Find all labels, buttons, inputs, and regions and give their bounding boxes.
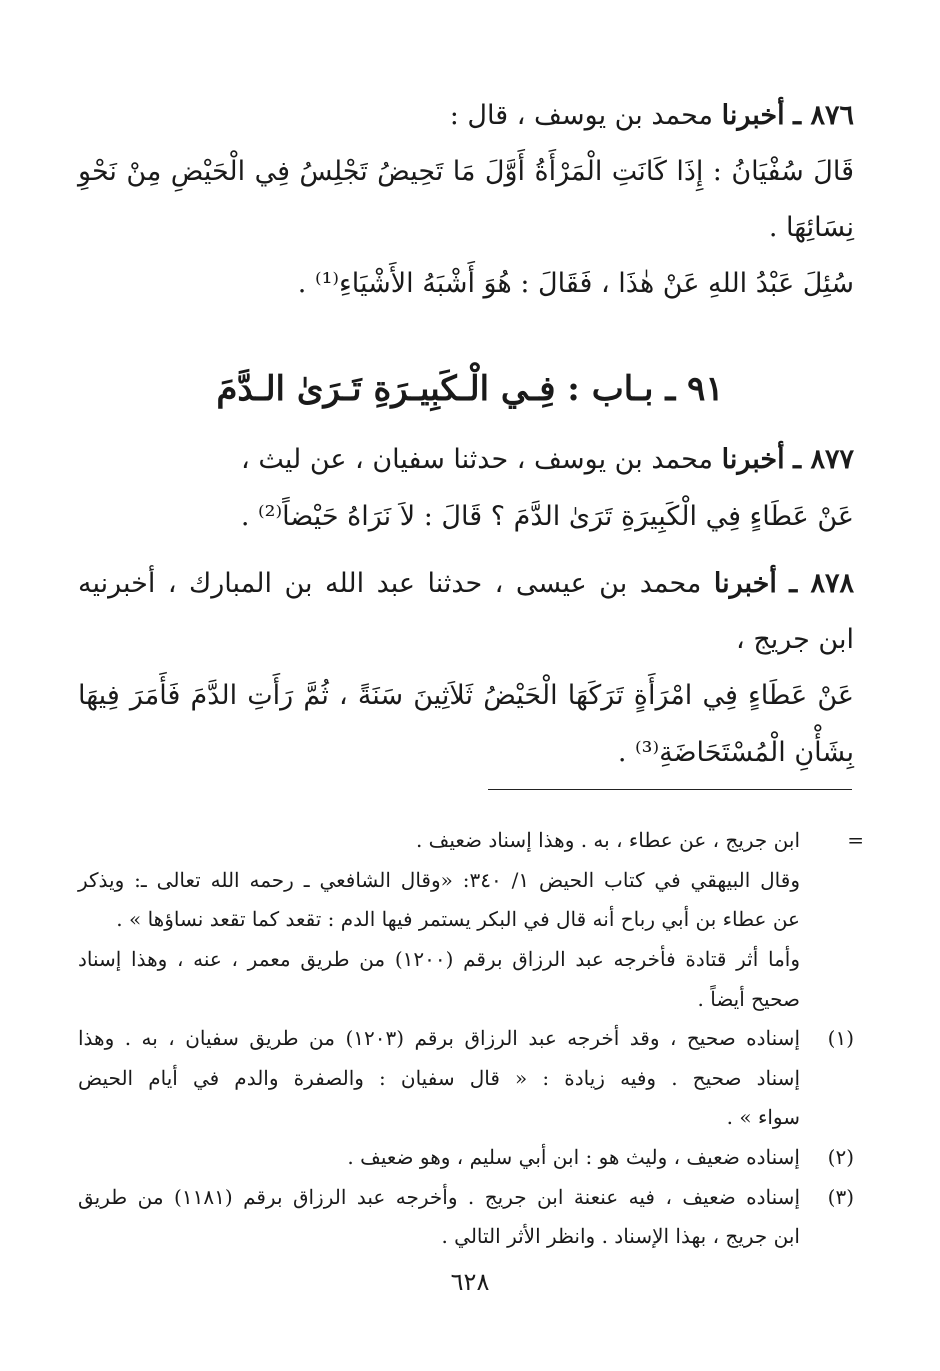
footnote-marker: (٢)	[827, 1145, 854, 1169]
footnote-marker: (١)	[827, 1026, 854, 1050]
hadith-878-matn-line: بِشَأْنِ الْمُسْتَحَاضَةِ⁽³⁾ .	[617, 737, 854, 768]
footnote-continuation-line: وأما أثر قتادة فأخرجه عبد الرزاق برقم (١٢٠٠) من طريق معمر ، عنه ، وهذا إسناد	[78, 947, 800, 971]
footnote-1-line: إسناد صحيح . وفيه زيادة : « قال سفيان : والصفرة والدم في أيام الحيض	[78, 1066, 800, 1090]
footnote-marker: (٣)	[827, 1185, 854, 1209]
footnote-1-line: إسناده صحيح ، وقد أخرجه عبد الرزاق برقم (١٢٠٣) من طريق سفيان ، به . وهذا	[78, 1026, 800, 1050]
footnote-3-line: ابن جريج ، بهذا الإسناد . وانظر الأثر التالي .	[441, 1224, 800, 1248]
hadith-876-isnad	[78, 96, 854, 136]
hadith-877-isnad	[78, 440, 854, 480]
hadith-878-matn-line: عَنْ عَطَاءٍ فِي امْرَأَةٍ تَرَكَهَا الْحَيْضُ ثَلاَثِينَ سَنَةً ، ثُمَّ رَأَتِ الدَّمَ فَأَمَرَ فِيهَا	[78, 680, 854, 711]
continuation-mark: =	[847, 828, 864, 852]
footnote-continuation-line: وقال البيهقي في كتاب الحيض ١/ ٣٤٠: «وقال الشافعي ـ رحمه الله تعالى ـ: ويذكر	[78, 868, 800, 892]
hadith-876-matn-line: نِسَائِهَا .	[768, 212, 854, 243]
hadith-number: ٨٧٧ ـ	[793, 444, 854, 475]
footnote-1-line: سواء » .	[726, 1105, 800, 1129]
page-number: ٦٢٨	[450, 1268, 490, 1296]
hadith-isnad-text: محمد بن يوسف ، حدثنا سفيان ، عن ليث ،	[241, 444, 713, 475]
footnote-3-line: إسناده ضعيف ، فيه عنعنة ابن جريج . وأخرجه عبد الرزاق برقم (١١٨١) من طريق	[78, 1185, 800, 1209]
hadith-876-matn-line: سُئِلَ عَبْدُ اللهِ عَنْ هٰذَا ، فَقَالَ : هُوَ أَشْبَهُ الأَشْيَاءِ⁽¹⁾ .	[297, 268, 854, 299]
footnote-continuation-line: ابن جريج ، عن عطاء ، به . وهذا إسناد ضعيف .	[415, 828, 800, 852]
hadith-number: ٨٧٦ ـ	[793, 100, 854, 131]
hadith-isnad-text: محمد بن يوسف ، قال :	[449, 100, 713, 131]
hadith-lead-word: أخبرنا	[721, 100, 785, 131]
footnote-separator	[488, 789, 852, 790]
footnote-continuation-line: عن عطاء بن أبي رباح أنه قال في البكر يستمر فيها الدم : تقعد كما تقعد نساؤها » .	[116, 907, 800, 931]
hadith-878-isnad	[78, 564, 854, 604]
chapter-heading: ٩١ ـ بـاب : فِـي الْـكَبِيـرَةِ تَـرَىٰ الـدَّمَ	[216, 369, 724, 409]
footnote-continuation-line: صحيح أيضاً .	[697, 987, 800, 1011]
hadith-878-isnad-line: ابن جريج ،	[736, 624, 854, 655]
hadith-number: ٨٧٨ ـ	[789, 568, 854, 599]
hadith-876-matn-line: قَالَ سُفْيَانُ : إِذَا كَانَتِ الْمَرْأَةُ أَوَّلَ مَا تَحِيضُ تَجْلِسُ فِي الْحَيْضِ مِنْ نَحْوِ	[78, 156, 854, 187]
hadith-lead-word: أخبرنا	[713, 568, 777, 599]
footnote-2-line: إسناده ضعيف ، وليث هو : ابن أبي سليم ، وهو ضعيف .	[347, 1145, 800, 1169]
hadith-isnad-text: محمد بن عيسى ، حدثنا عبد الله بن المبارك ، أخبرنيه	[78, 568, 702, 599]
hadith-877-matn-line: عَنْ عَطَاءٍ فِي الْكَبِيرَةِ تَرَىٰ الدَّمَ ؟ قَالَ : لاَ نَرَاهُ حَيْضاً⁽²⁾ .	[240, 501, 854, 532]
hadith-lead-word: أخبرنا	[721, 444, 785, 475]
